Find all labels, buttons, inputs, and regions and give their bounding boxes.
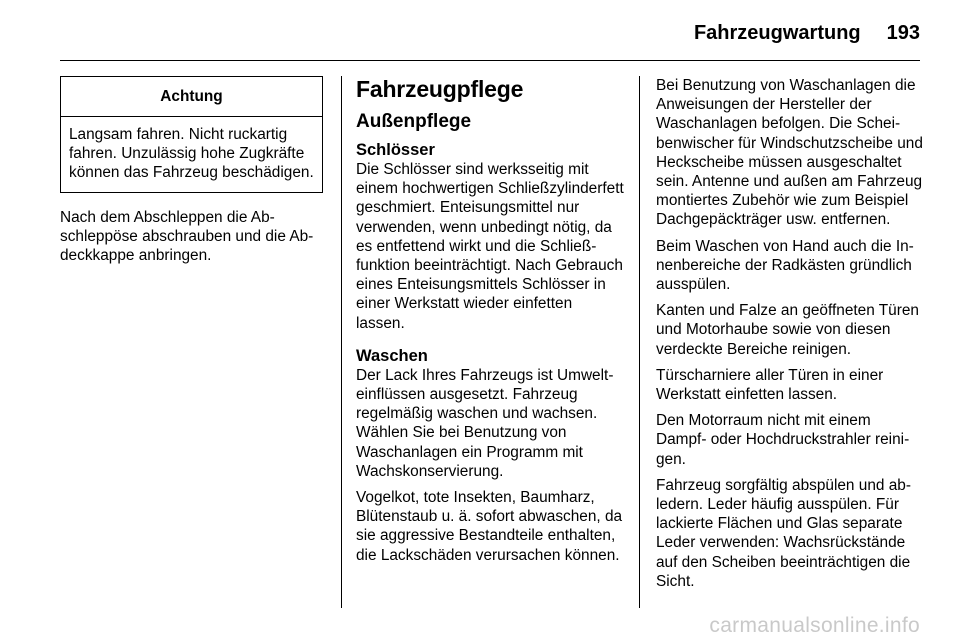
chapter-heading: Fahrzeugpflege — [356, 76, 524, 102]
column-left — [60, 76, 323, 272]
paragraph-edges: Kanten und Falze an geöffneten Türen und Motorhaube sowie von diesen verdeckte Bereiche reinigen. — [656, 302, 919, 358]
page-number: 193 — [886, 21, 920, 44]
page-header — [60, 16, 920, 50]
watermark: carmanualsonline.info — [709, 614, 920, 637]
paragraph-hand-wash: Beim Waschen von Hand auch die Innenbereiche der Radkästen gründlich ausspülen. — [656, 237, 914, 294]
locks-paragraph: Die Schlösser sind werksseitig mit einem hochwertigen Schließzylinderfett geschmiert. Enteisungsmittel nur verwenden, wenn unbedingt nötig, da es entfettend wirkt und die Schließfunktion beeinträchtigt. Nach Gebrauch eines Enteisungsmittels Schlösser in einer Werkstatt wieder einfetten lassen. — [356, 161, 624, 332]
towing-eye-paragraph: Nach dem Abschleppen die Abschleppöse abschrauben und die Abdeckkappe anbringen. — [60, 208, 314, 265]
warning-title: Achtung — [61, 77, 322, 117]
subheading-locks: Schlösser — [356, 141, 435, 159]
section-heading: Außenpflege — [356, 111, 472, 132]
column-middle — [356, 76, 624, 572]
warning-box — [60, 76, 323, 193]
column-divider-1 — [341, 76, 342, 608]
subheading-washing: Waschen — [356, 346, 428, 365]
column-divider-2 — [639, 76, 640, 608]
column-right — [656, 76, 924, 598]
paragraph-drying: Fahrzeug sorgfältig abspülen und abledern. Leder häufig ausspülen. Für lackierte Flächen und Glas separate Leder verwenden: Wachsrückstände auf den Scheiben beeinträchtigen die Sicht. — [656, 476, 911, 590]
washing-paragraph-1: Der Lack Ihres Fahrzeugs ist Umwelteinflüssen ausgesetzt. Fahrzeug regelmäßig waschen und wachsen. Wählen Sie bei Benutzung von Waschanlagen ein Programm mit Wachskonservierung. — [356, 366, 614, 480]
paragraph-hinges: Türscharniere aller Türen in einer Werkstatt einfetten lassen. — [656, 366, 884, 404]
section-title: Fahrzeugwartung — [693, 21, 861, 44]
header-divider — [60, 60, 920, 61]
washing-paragraph-2: Vogelkot, tote Insekten, Baumharz, Blütenstaub u. ä. sofort abwaschen, da sie aggressive Bestandteile enthalten, die Lackschäden verursachen können. — [356, 489, 623, 564]
paragraph-engine-bay: Den Motorraum nicht mit einem Dampf- oder Hochdruckstrahler reinigen. — [656, 412, 910, 468]
paragraph-car-wash: Bei Benutzung von Waschanlagen die Anweisungen der Hersteller der Waschanlagen befolgen. Die Scheibenwischer für Windschutzscheibe und Heckscheibe müssen ausgeschaltet sein. Antenne und außen am Fahrzeug montiertes Zubehör wie zum Beispiel Dachgepäckträger usw. entfernen. — [656, 77, 923, 229]
warning-text: Langsam fahren. Nicht ruckartig fahren. Unzulässig hohe Zugkräfte können das Fahrzeug beschädigen. — [69, 126, 314, 182]
